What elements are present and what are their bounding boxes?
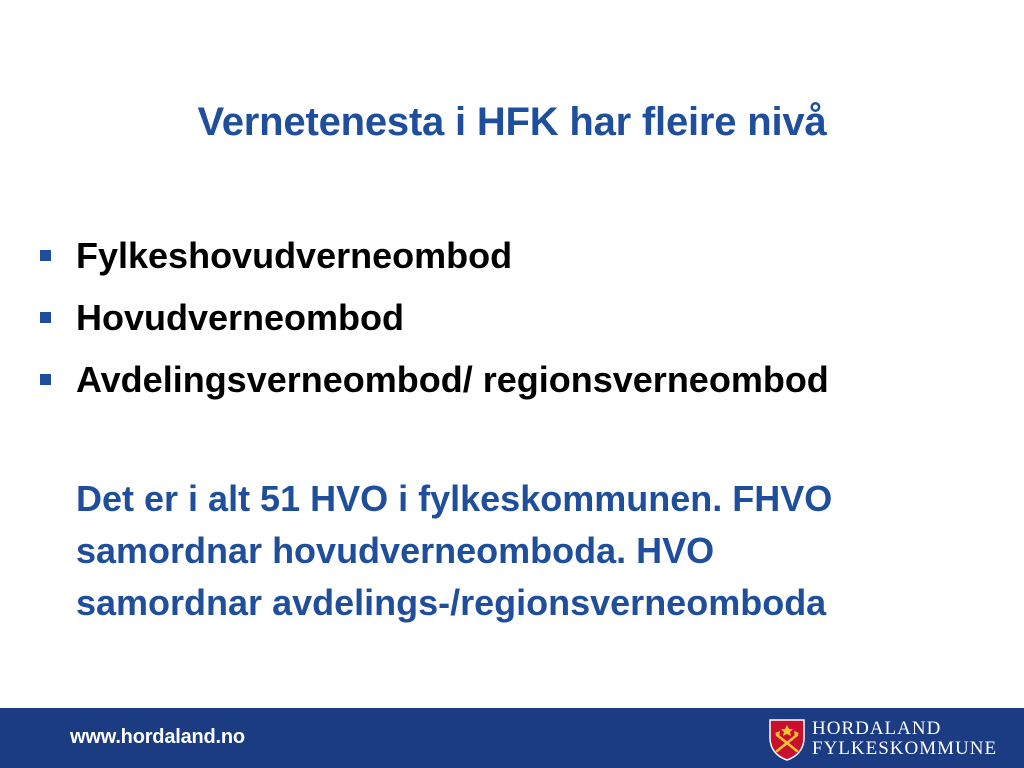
- bullet-text: Hovudverneombod: [76, 297, 405, 338]
- body-paragraph: [76, 473, 996, 629]
- body-line: samordnar hovudverneomboda. HVO: [76, 530, 715, 571]
- slide-title: Vernetenesta i HFK har fleire nivå: [197, 100, 827, 144]
- logo-wordmark: [812, 719, 997, 759]
- bullet-text: Fylkeshovudverneombod: [76, 235, 513, 276]
- logo-line-hordaland: HORDALAND: [812, 718, 942, 739]
- hordaland-fylkeskommune-logo: [768, 718, 1008, 762]
- bullet-item-hovudverneombod: [38, 292, 829, 354]
- bullet-item-fylkeshovudverneombod: [38, 230, 829, 292]
- footer-bar: [0, 708, 1024, 768]
- body-line: samordnar avdelings-/regionsverneomboda: [76, 582, 827, 623]
- square-bullet-icon: [40, 374, 51, 385]
- body-line: Det er i alt 51 HVO i fylkeskommunen. FHVO: [76, 478, 833, 519]
- square-bullet-icon: [40, 312, 51, 323]
- bullet-list: [38, 230, 829, 416]
- hordaland-coat-of-arms-icon: [768, 718, 806, 762]
- square-bullet-icon: [40, 250, 51, 261]
- logo-line-fylkeskommune: FYLKESKOMMUNE: [812, 738, 998, 759]
- bullet-text: Avdelingsverneombod/ regionsverneombod: [76, 359, 829, 400]
- website-link[interactable]: www.hordaland.no: [70, 726, 245, 748]
- bullet-item-avdelingsverneombod: [38, 354, 829, 416]
